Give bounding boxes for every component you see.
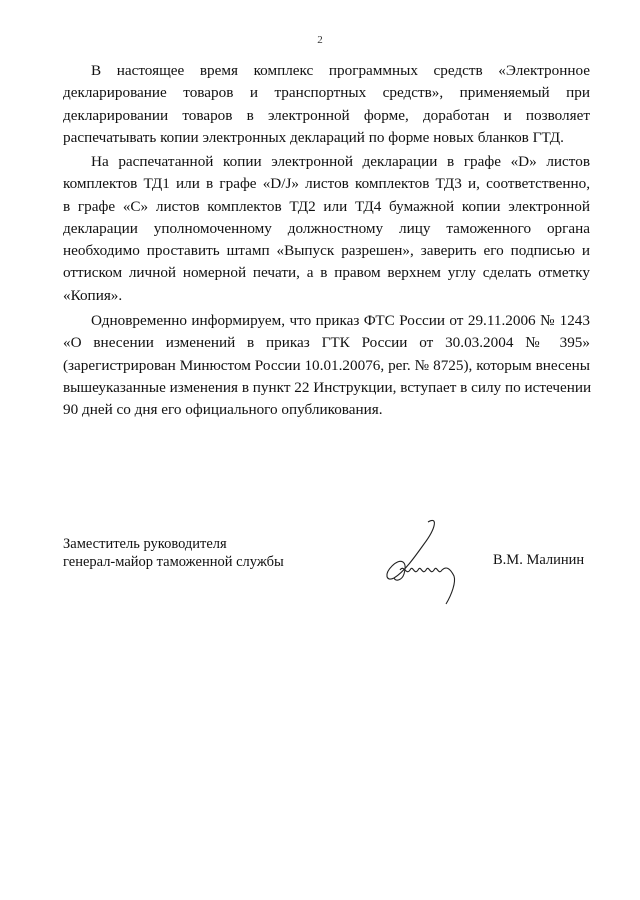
paragraph-line: декларировании товаров в электронной форме, доработан и позволяет xyxy=(63,106,590,124)
signatory-position xyxy=(63,535,284,571)
signature-icon xyxy=(380,516,470,606)
paragraph-line: Одновременно информируем, что приказ ФТС России от 29.11.2006 № 1243 xyxy=(91,312,590,329)
paragraph-line: комплектов ТД1 или в графе «D/J» листов комплектов ТД3 и, соответственно, xyxy=(63,175,590,193)
position-line-1: Заместитель руководителя xyxy=(63,536,227,552)
paragraph-line: На распечатанной копии электронной декларации в графе «D» листов xyxy=(91,153,590,170)
paragraph-line: необходимо проставить штамп «Выпуск разрешен», заверить его подписью и xyxy=(63,242,590,260)
paragraph-line: «О внесении изменений в приказ ГТК России от 30.03.2004 № 395» xyxy=(63,334,590,352)
paragraph-line: (зарегистрирован Минюстом России 10.01.20076, рег. № 8725), которым внесены xyxy=(63,356,590,374)
signatory-name: В.М. Малинин xyxy=(493,552,585,568)
paragraph-line: декларирование товаров и транспортных средств», применяемый при xyxy=(63,84,590,102)
position-line-2: генерал-майор таможенной службы xyxy=(63,554,284,570)
paragraph-3 xyxy=(63,310,590,421)
paragraph-line: «Копия». xyxy=(63,286,123,304)
page-number: 2 xyxy=(317,34,323,46)
paragraph-line: вышеуказанные изменения в пункт 22 Инструкции, вступает в силу по истечении xyxy=(63,378,592,396)
paragraph-line: В настоящее время комплекс программных средств «Электронное xyxy=(91,62,590,79)
paragraph-1 xyxy=(63,60,590,149)
paragraph-line: оттиском личной номерной печати, а в правом верхнем углу сделать отметку xyxy=(63,264,590,282)
paragraph-line: 90 дней со дня его официального опубликования. xyxy=(63,401,383,419)
paragraph-line: в графе «С» листов комплектов ТД2 или ТД4 бумажной копии электронной xyxy=(63,197,590,215)
paragraph-line: распечатывать копии электронных деклараций по форме новых бланков ГТД. xyxy=(63,128,564,146)
paragraph-2 xyxy=(63,151,590,307)
paragraph-line: декларации уполномоченному должностному лицу таможенного органа xyxy=(63,219,590,237)
